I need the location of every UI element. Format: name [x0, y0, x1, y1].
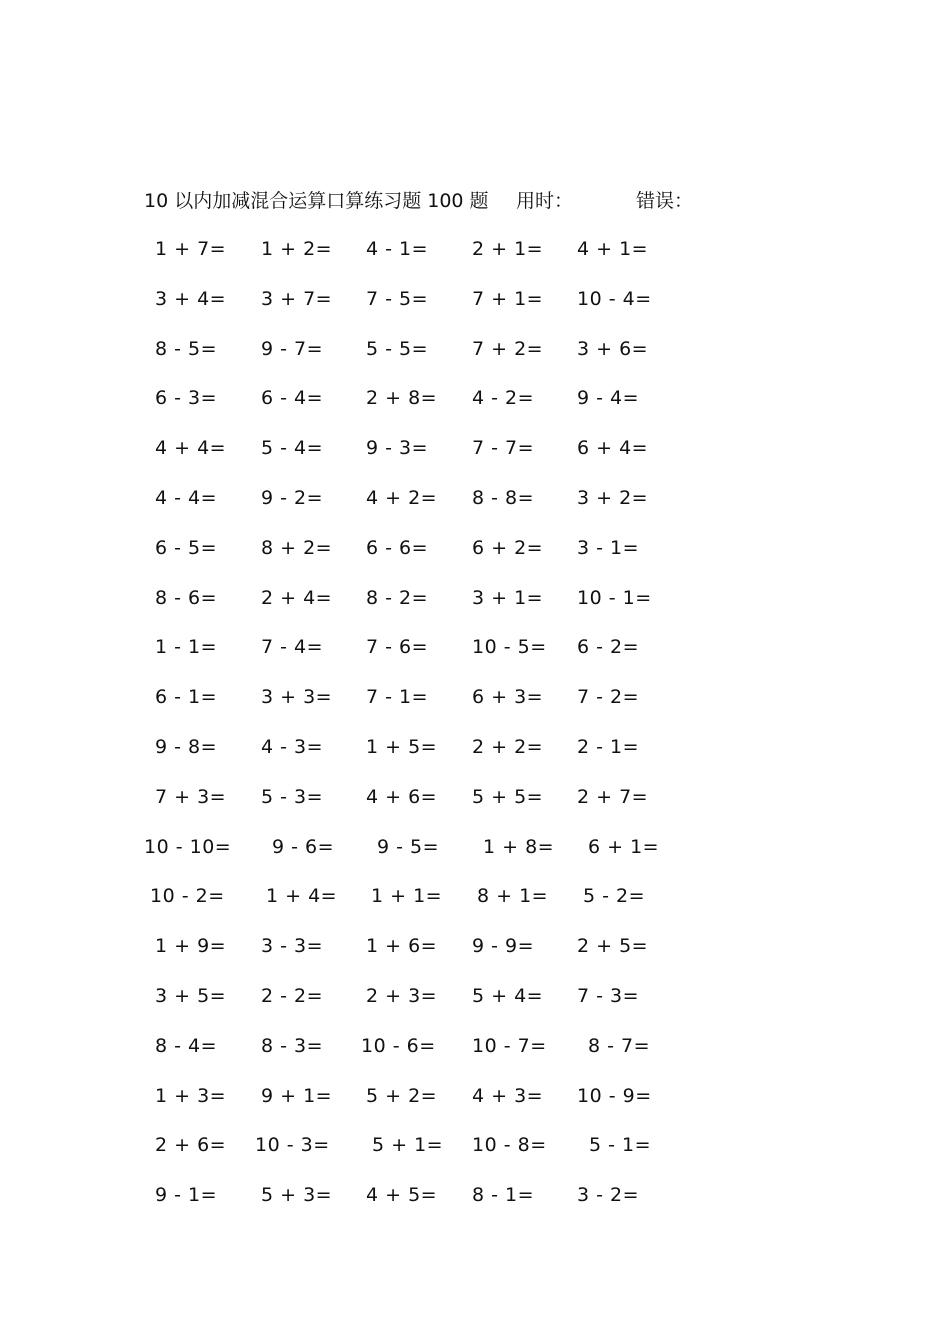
math-problem: 3 + 1= [472, 587, 544, 609]
math-problem: 1 + 8= [483, 836, 555, 858]
math-problem: 1 + 3= [155, 1085, 227, 1107]
math-problem: 9 - 5= [377, 836, 440, 858]
math-problem: 7 - 3= [577, 985, 640, 1007]
math-problem: 7 - 7= [472, 437, 535, 459]
math-problem: 7 - 6= [366, 636, 429, 658]
math-problem: 1 + 1= [371, 885, 443, 907]
math-problem: 3 - 3= [261, 935, 324, 957]
math-problem: 3 + 6= [577, 338, 649, 360]
math-problem: 10 - 6= [361, 1035, 436, 1057]
math-problem: 7 + 2= [472, 338, 544, 360]
math-problem: 7 + 3= [155, 786, 227, 808]
math-problem: 10 - 1= [577, 587, 652, 609]
math-problem: 10 - 3= [255, 1134, 330, 1156]
math-problem: 2 + 5= [577, 935, 649, 957]
math-problem: 8 - 2= [366, 587, 429, 609]
math-problem: 6 - 5= [155, 537, 218, 559]
math-problem: 2 + 3= [366, 985, 438, 1007]
math-problem: 1 + 6= [366, 935, 438, 957]
math-problem: 6 + 1= [588, 836, 660, 858]
math-problem: 4 + 1= [577, 238, 649, 260]
math-problem: 5 - 4= [261, 437, 324, 459]
math-problem: 7 - 5= [366, 288, 429, 310]
errors-label: 错误： [636, 190, 694, 212]
math-problem: 5 + 5= [472, 786, 544, 808]
math-problem: 8 + 1= [477, 885, 549, 907]
math-problem: 10 - 9= [577, 1085, 652, 1107]
math-problem: 6 - 6= [366, 537, 429, 559]
math-problem: 1 + 2= [261, 238, 333, 260]
math-problem: 8 - 3= [261, 1035, 324, 1057]
math-problem: 10 - 7= [472, 1035, 547, 1057]
math-problem: 5 + 1= [372, 1134, 444, 1156]
math-problem: 9 + 1= [261, 1085, 333, 1107]
math-problem: 2 - 1= [577, 736, 640, 758]
math-problem: 9 - 4= [577, 387, 640, 409]
math-problem: 1 - 1= [155, 636, 218, 658]
math-problem: 6 + 4= [577, 437, 649, 459]
math-problem: 4 - 2= [472, 387, 535, 409]
math-problem: 6 + 2= [472, 537, 544, 559]
math-problem: 4 + 6= [366, 786, 438, 808]
time-used-label: 用时： [516, 190, 574, 212]
math-problem: 9 - 2= [261, 487, 324, 509]
math-problem: 8 - 6= [155, 587, 218, 609]
math-problem: 10 - 4= [577, 288, 652, 310]
math-problem: 5 - 1= [589, 1134, 652, 1156]
math-problem: 10 - 10= [144, 836, 232, 858]
math-problem: 6 - 1= [155, 686, 218, 708]
math-problem: 2 - 2= [261, 985, 324, 1007]
math-problem: 6 - 4= [261, 387, 324, 409]
math-problem: 3 - 2= [577, 1184, 640, 1206]
math-problem: 9 - 6= [272, 836, 335, 858]
math-problem: 9 - 7= [261, 338, 324, 360]
math-problem: 10 - 5= [472, 636, 547, 658]
math-problem: 3 + 2= [577, 487, 649, 509]
math-problem: 2 + 8= [366, 387, 438, 409]
math-problem: 8 - 7= [588, 1035, 651, 1057]
math-problem: 1 + 9= [155, 935, 227, 957]
math-problem: 9 - 9= [472, 935, 535, 957]
math-problem: 3 - 1= [577, 537, 640, 559]
math-problem: 4 - 3= [261, 736, 324, 758]
math-problem: 3 + 4= [155, 288, 227, 310]
math-problem: 5 - 2= [583, 885, 646, 907]
math-problem: 7 - 1= [366, 686, 429, 708]
math-problem: 3 + 7= [261, 288, 333, 310]
math-problem: 2 + 4= [261, 587, 333, 609]
math-problem: 4 + 2= [366, 487, 438, 509]
math-problem: 9 - 8= [155, 736, 218, 758]
math-problem: 7 + 1= [472, 288, 544, 310]
math-problem: 5 - 3= [261, 786, 324, 808]
math-problem: 7 - 2= [577, 686, 640, 708]
math-problem: 4 + 4= [155, 437, 227, 459]
math-problem: 4 - 1= [366, 238, 429, 260]
math-problem: 1 + 5= [366, 736, 438, 758]
math-problem: 3 + 3= [261, 686, 333, 708]
math-problem: 1 + 7= [155, 238, 227, 260]
math-problem: 1 + 4= [266, 885, 338, 907]
math-problem: 6 - 2= [577, 636, 640, 658]
math-problem: 9 - 1= [155, 1184, 218, 1206]
math-problem: 6 + 3= [472, 686, 544, 708]
math-problem: 8 - 8= [472, 487, 535, 509]
math-problem: 8 - 1= [472, 1184, 535, 1206]
math-problem: 5 + 2= [366, 1085, 438, 1107]
math-problem: 2 + 2= [472, 736, 544, 758]
math-problem: 2 + 7= [577, 786, 649, 808]
math-problem: 4 - 4= [155, 487, 218, 509]
math-problem: 8 - 5= [155, 338, 218, 360]
worksheet-title: 10 以内加减混合运算口算练习题 100 题 [144, 190, 489, 212]
math-problem: 6 - 3= [155, 387, 218, 409]
math-problem: 5 - 5= [366, 338, 429, 360]
math-problem: 5 + 3= [261, 1184, 333, 1206]
math-problem: 10 - 2= [150, 885, 225, 907]
math-problem: 4 + 3= [472, 1085, 544, 1107]
math-problem: 8 + 2= [261, 537, 333, 559]
math-problem: 8 - 4= [155, 1035, 218, 1057]
math-problem: 3 + 5= [155, 985, 227, 1007]
math-problem: 2 + 1= [472, 238, 544, 260]
math-problem: 10 - 8= [472, 1134, 547, 1156]
math-problem: 2 + 6= [155, 1134, 227, 1156]
math-problem: 9 - 3= [366, 437, 429, 459]
math-problem: 4 + 5= [366, 1184, 438, 1206]
math-problem: 7 - 4= [261, 636, 324, 658]
math-problem: 5 + 4= [472, 985, 544, 1007]
